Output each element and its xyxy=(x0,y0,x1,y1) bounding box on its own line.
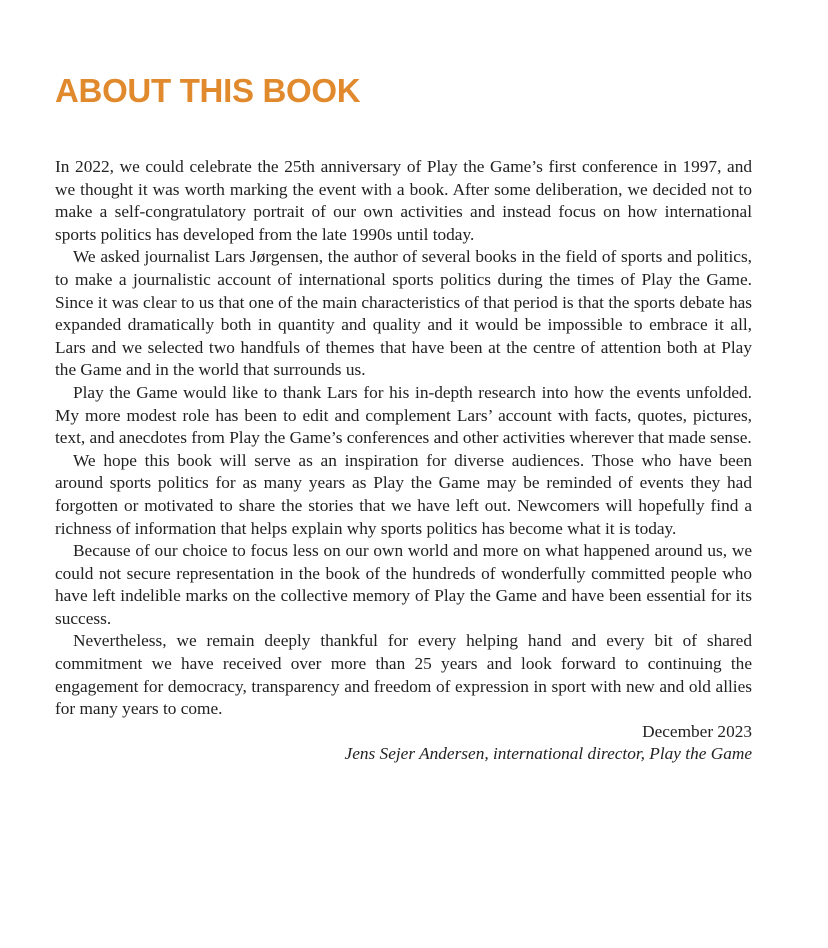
paragraph-6: Nevertheless, we remain deeply thankful for every helping hand and every bit of shared commitment we have received over more than 25 years and look forward to continuing the engagement for democracy, transparency and freedom of expression in sport with new and old allies for many years to come. xyxy=(55,631,752,719)
paragraph-3: Play the Game would like to thank Lars for his in-depth research into how the events unfolded. My more modest role has been to edit and complement Lars’ account with facts, quotes, pictures, text, and anecdotes from Play the Game’s conferences and other activities wherever that made sense. xyxy=(55,382,752,448)
signature-line: Jens Sejer Andersen, international director, Play the Game xyxy=(344,744,752,764)
paragraph-4: We hope this book will serve as an inspiration for diverse audiences. Those who have been around sports politics for as many years as Play the Game may be reminded of events they had forgotten or motivated to share the stories that we have left out. Newcomers will hopefully find a richness of information that helps explain why sports politics has become what it is today. xyxy=(55,450,752,538)
paragraph-1: In 2022, we could celebrate the 25th anniversary of Play the Game’s first conference in 1997, and we thought it was worth marking the event with a book. After some deliberation, we decided not to make a self-congratulatory portrait of our own activities and instead focus on how international sports politics has developed from the late 1990s until today. xyxy=(55,157,752,244)
page-title: ABOUT THIS BOOK xyxy=(55,72,361,109)
body-text xyxy=(55,156,752,766)
paragraph-5: Because of our choice to focus less on our own world and more on what happened around us, we could not secure representation in the book of the hundreds of wonderfully committed people who have left indelible marks on the collective memory of Play the Game and have been essential for its success. xyxy=(55,541,752,628)
date-line: December 2023 xyxy=(642,721,752,741)
paragraph-2: We asked journalist Lars Jørgensen, the author of several books in the field of sports and politics, to make a journalistic account of international sports politics during the times of Play the Game. Since it was clear to us that one of the main characteristics of that period is that the sports debate has expanded dramatically both in quantity and quality and it would be impossible to embrace it all, Lars and we selected two handfuls of themes that have been at the centre of attention both at Play the Game and in the world that surrounds us. xyxy=(55,247,752,380)
